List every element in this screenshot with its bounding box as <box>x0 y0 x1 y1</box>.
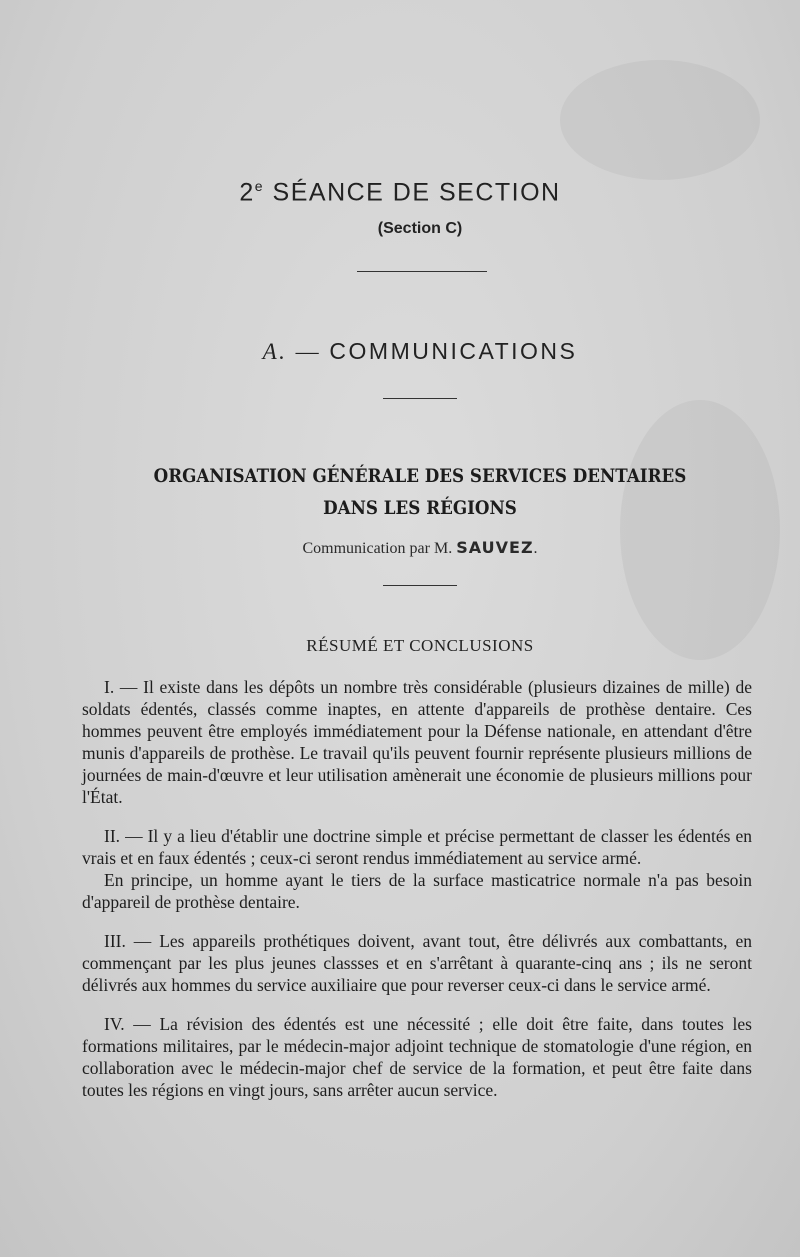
part-dash: — <box>295 339 322 364</box>
paragraph-iii: III. — Les appareils prothétiques doivent, avant tout, être délivrés aux combattants, en commençant par les plus jeunes classses et en s'arrêtant à quarante-cinq ans ; ils ne seront délivrés aux hommes du service auxiliaire que pour reverser ceux-ci dans le service armé. <box>82 931 752 995</box>
article-title-line-2: DANS LES RÉGIONS <box>323 497 517 519</box>
divider <box>383 398 457 399</box>
byline-prefix: Communication par M. <box>302 540 453 557</box>
seance-ordinal: e <box>254 178 265 194</box>
section-label: (Section C) <box>377 220 463 237</box>
paragraph-iv: IV. — La révision des édentés est une nécessité ; elle doit être faite, dans toutes les formations militaires, par le médecin-major adjoint technique de stomatologie d'une région, en collaboration avec le médecin-major chef de service de la formation, et peut être faite dans toutes les régions en vingt jours, sans arrêter aucun service. <box>82 1014 752 1100</box>
byline-suffix: . <box>533 540 538 557</box>
part-letter: A. <box>262 339 288 364</box>
divider <box>383 585 457 586</box>
resume-heading: RÉSUMÉ ET CONCLUSIONS <box>306 636 534 655</box>
seance-number: 2 <box>239 178 255 207</box>
byline <box>0 538 800 558</box>
author-name: SAUVEZ <box>456 538 534 557</box>
part-heading <box>0 338 800 365</box>
paper-stain <box>620 400 780 660</box>
article-title-line-1: ORGANISATION GÉNÉRALE DES SERVICES DENTAIRES <box>153 465 687 487</box>
paragraph-ii-principle: En principe, un homme ayant le tiers de la surface masticatrice normale n'a pas besoin d'appareil de prothèse dentaire. <box>82 870 752 912</box>
resume-body <box>82 676 752 1118</box>
part-word: COMMUNICATIONS <box>329 338 578 364</box>
seance-heading <box>0 178 800 207</box>
divider <box>357 271 487 272</box>
seance-text: SÉANCE DE SECTION <box>272 178 561 207</box>
paper-stain <box>560 60 760 180</box>
paragraph-i: I. — Il existe dans les dépôts un nombre très considérable (plusieurs dizaines de mille) de soldats édentés, classés comme inaptes, en attente d'appareils de prothèse dentaire. Ces hommes peuvent être employés immédiatement pour la Défense nationale, en attendant d'être munis d'appareils de prothèse. Le travail qu'ils peuvent fournir représente plusieurs millions de journées de main-d'œuvre et leur utilisation amènerait une économie de plusieurs millions pour l'État. <box>82 677 752 807</box>
paragraph-ii: II. — Il y a lieu d'établir une doctrine simple et précise permettant de classer les édentés en vrais et en faux édentés ; ceux-ci seront rendus immédiatement au service armé. <box>82 826 752 868</box>
